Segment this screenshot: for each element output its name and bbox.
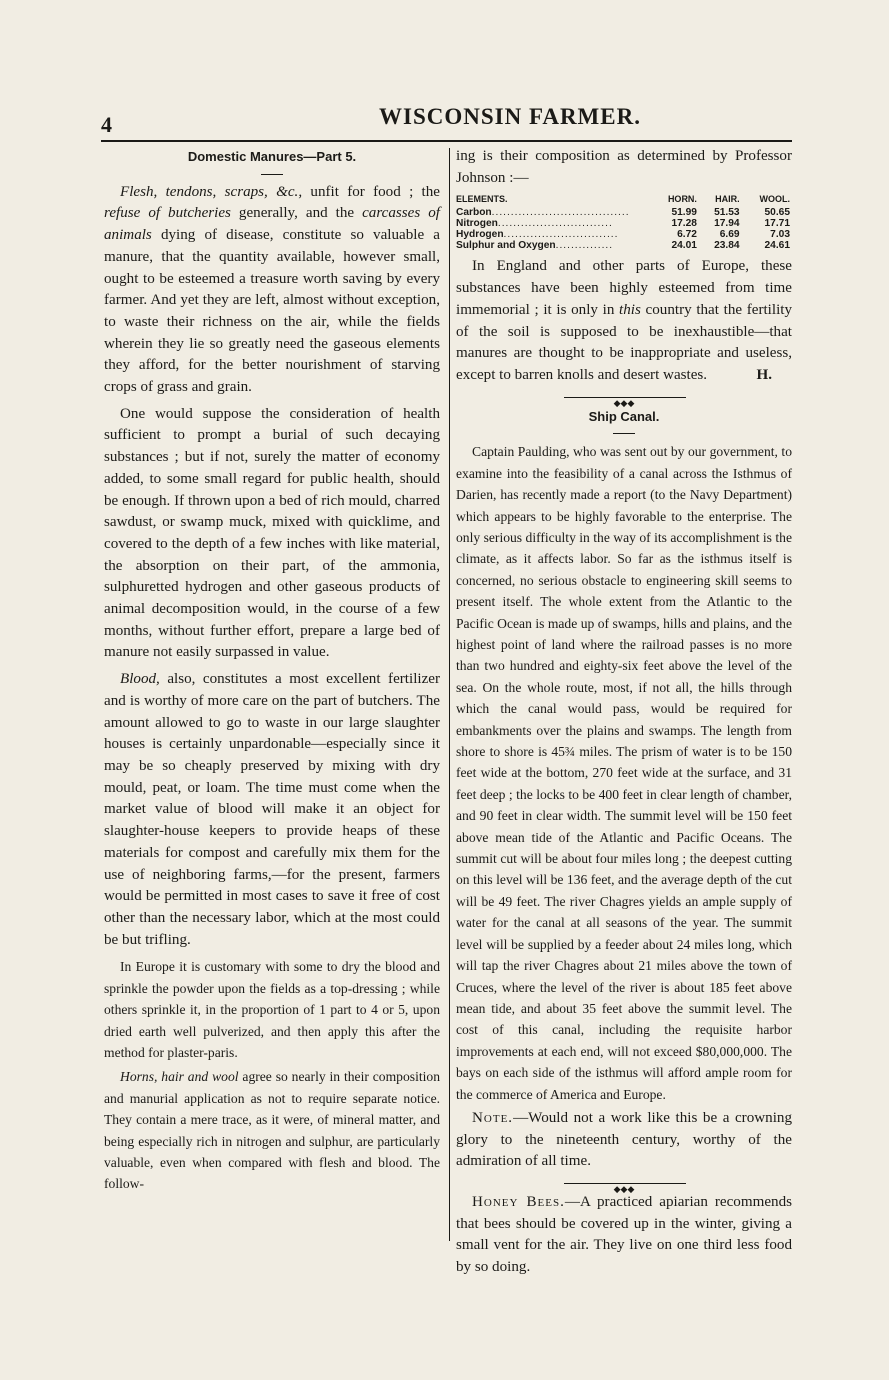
note-label: Note. — [472, 1109, 514, 1126]
article-title: Domestic Manures—Part 5. — [187, 149, 357, 164]
lead-phrase: Horns, hair and wool — [120, 1069, 239, 1085]
section-divider — [456, 1178, 792, 1195]
column-rule — [449, 148, 450, 1241]
divider-ornament: ◆◆◆ — [611, 398, 638, 408]
canal-article — [456, 441, 792, 1105]
lead-phrase: Blood, — [120, 671, 160, 688]
column-header: HAIR. — [715, 194, 740, 205]
column-header: HORN. — [667, 194, 697, 205]
paragraph-canal: Captain Paulding, who was sent out by our government, to examine into the feasibility of a canal across the Isthmus of Darien, has recently made a report (to the Navy Department) which appears to be highly favorable to the enterprise. The only serious difficulty in the way of its accomplishment is the climate, as it affects labor. So far as the isthmus itself is concerned, no serious obstacle to engineering skill seems to present itself. The whole extent from the Atlantic to the Pacific Ocean is made up of swamps, hills and plains, and the highest point of land where the railroad passes is no more than two hundred and eighty-six feet above the level of the sea. On the whole route, most, if not all, the hills through which the canal would pass, would be required for embankments over the plains and swamps. The length from shore to shore is 45¾ miles. The prism of water is to be 150 feet wide at the bottom, 270 feet wide at the surface, and 31 feet deep ; the locks to be 400 feet in clear length of chamber, and 90 feet in clear width. The summit level will be 150 feet above mean tide of the Atlantic and Pacific Oceans. The summit cut will be about four miles long ; the deepest cutting on this level will be 136 feet, and the average depth of the cut will be 49 feet. The river Chagres yields an ample supply of water for the canal at all seasons of the year. The summit level will be supplied by a feeder about 24 miles long, which will tap the river Chagres about 21 miles above the town of Cruces, where the level of the river is about 185 feet above mean tide, and about 35 feet above the summit level. The cost of this canal, including the requisite harbor improvements at each end, will not exceed $80,000,000. The bays on each side of the isthmus will afford ample room for the commerce of America and Europe. — [456, 444, 792, 1102]
paragraph-burial: One would suppose the consideration of health sufficient to prompt a burial of such decaying substances ; but if not, surely the matter of economy added, to some small regard for public health, should be enough. If thrown upon a bed of rich mould, charred sawdust, or swamp muck, mixed with quicklime, and covered to the depth of a few inches with like material, the absorption on their part, of the ammonia, sulphuretted hydrogen and other gaseous products of animal decomposition would, in the course of a few months, without further effort, prepare a large bed of manure not easily surpassed in value. — [104, 405, 440, 661]
title-underline — [261, 174, 283, 175]
column-header: WOOL. — [759, 194, 790, 205]
paragraph-europe: In Europe it is customary with some to dry the blood and sprinkle the powder upon the fields as a top-dressing ; while others sprinkle it, in the proportion of 1 part to 4 or 5, upon dried earth well pulverized, and then apply this after the method for plaster-paris. — [104, 959, 440, 1060]
header-rule — [101, 140, 792, 142]
table-row: Carbon.................................... 51.99 51.53 50.65 — [456, 206, 790, 218]
left-column — [104, 146, 440, 1198]
table-row: Sulphur and Oxygen............... 24.01 23.84 24.61 — [456, 240, 790, 252]
table-row: Nitrogen.............................. 17.28 17.94 17.71 — [456, 217, 790, 229]
paragraph-bees: Honey Bees.—A practiced apiarian recommends that bees should be covered up in the winter, giving a small vent for the air. They live on one third less food by so doing. — [456, 1194, 792, 1276]
divider-ornament: ◆◆◆ — [611, 1184, 638, 1194]
canal-title: Ship Canal. — [588, 408, 660, 424]
composition-table — [456, 194, 792, 251]
running-title: WISCONSIN FARMER. — [379, 104, 641, 129]
paragraph-continuation: ing is their composition as determined by Professor Johnson :— — [456, 148, 792, 186]
right-column — [456, 146, 792, 1284]
bees-label: Honey Bees. — [472, 1194, 565, 1211]
title-underline — [613, 433, 635, 434]
section-divider — [456, 392, 792, 408]
paragraph-england: In England and other parts of Europe, these substances have been highly esteemed from time immemorial ; it is only in this country that the fertility of the soil is supposed to be inexhaustible—that manures are thought to be inappropriate and useless, except to barren knolls and desert wastes. H. — [456, 256, 792, 386]
page-number: 4 — [101, 112, 112, 137]
paragraph-flesh: Flesh, tendons, scraps, &c., unfit for food ; the refuse of butcheries generally, and the carcasses of animals dying of disease, constitute so valuable a manure, that the quantity available, however small, ought to be esteemed a treasure worth saving by every farmer. And yet they are left, almost without exception, to waste their richness on the air, while the fields wherein they lie so greatly need the gaseous elements they afford, for the better nourishment of starving crops of grass and grain. — [104, 183, 441, 396]
lead-phrase: Flesh, tendons, scraps, &c., — [120, 183, 303, 200]
paragraph-blood: Blood, also, constitutes a most excellent fertilizer and is worthy of more care on the part of butchers. The amount allowed to go to waste in our large slaughter houses is certainly unpardonable—especially since it may be so cheaply preserved by mixing with dry mould, peat, or loam. The time must come when the market value of blood will make it an object for slaughter-house keepers to provide heaps of these materials for compost and carefully mix them for the use of neighboring farms,—for the present, farmers would be permitted in most cases to save it free of cost other than the necessary labor, which at the most could be but trifling. — [104, 671, 440, 948]
table-row: Hydrogen.............................. 6.72 6.69 7.03 — [456, 229, 790, 241]
author-signature: H. — [756, 366, 772, 383]
small-print-block — [104, 956, 440, 1194]
paragraph-note: Note.—Would not a work like this be a crowning glory to the nineteenth century, worthy of the admiration of all time. — [456, 1109, 792, 1170]
table-header-row — [456, 194, 792, 206]
paragraph-horns: Horns, hair and wool agree so nearly in their composition and manurial application as not to require separate notice. They contain a mere trace, as it were, of mineral matter, and being especially rich in nitrogen and sulphur, are particularly valuable, even when compared with flesh and blood. The follow- — [104, 1069, 440, 1192]
column-header: ELEMENTS. — [456, 194, 508, 205]
